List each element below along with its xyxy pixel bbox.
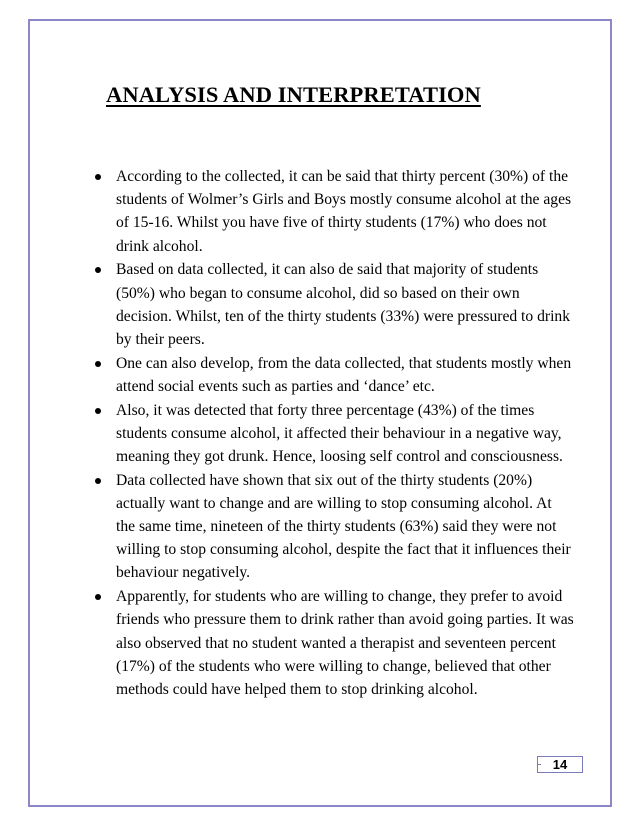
list-item-text: Based on data collected, it can also de said that majority of students (50%) who began to consume alcohol, did so based on their own decision. Whilst, ten of the thirty students (33%) were pressured to drink by their peers. <box>116 261 571 348</box>
list-item-text: Also, it was detected that forty three percentage (43%) of the times students consume alcohol, it affected their behaviour in a negative way, meaning they got drunk. Hence, loosing self control and consciousness. <box>116 401 563 465</box>
list-item <box>94 585 574 701</box>
page-number: 14 <box>552 757 568 772</box>
findings-list <box>94 165 574 702</box>
bullet-icon <box>95 174 101 180</box>
list-item-text: Apparently, for students who are willing to change, they prefer to avoid friends who pressure them to drink rather than avoid going parties. It was also observed that no student wanted a therapist and seventeen percent (17%) of the students who were willing to change, believed that other methods could have helped them to stop drinking alcohol. <box>116 588 574 698</box>
list-item <box>94 399 574 469</box>
page-title: ANALYSIS AND INTERPRETATION <box>106 82 481 107</box>
list-item-text: According to the collected, it can be said that thirty percent (30%) of the students of Wolmer’s Girls and Boys mostly consume alcohol at the ages of 15-16. Whilst you have five of thirty students (17%) who does not drink alcohol. <box>116 168 572 255</box>
list-item-text: Data collected have shown that six out of the thirty students (20%) actually want to change and are willing to stop consuming alcohol. At the same time, nineteen of the thirty students (63%) said they were not willing to stop consuming alcohol, despite the fact that it influences their behaviour negatively. <box>116 471 571 582</box>
bullet-icon <box>95 594 101 600</box>
list-item-text: One can also develop, from the data collected, that students mostly when attend social events such as parties and ‘dance’ etc. <box>116 354 572 395</box>
bullet-icon <box>95 478 101 484</box>
bullet-icon <box>95 361 101 367</box>
list-item <box>94 165 574 258</box>
page-number-box <box>537 756 583 773</box>
bullet-icon <box>95 408 101 414</box>
list-item <box>94 352 574 398</box>
bullet-icon <box>95 267 101 273</box>
list-item <box>94 469 574 585</box>
list-item <box>94 258 574 351</box>
